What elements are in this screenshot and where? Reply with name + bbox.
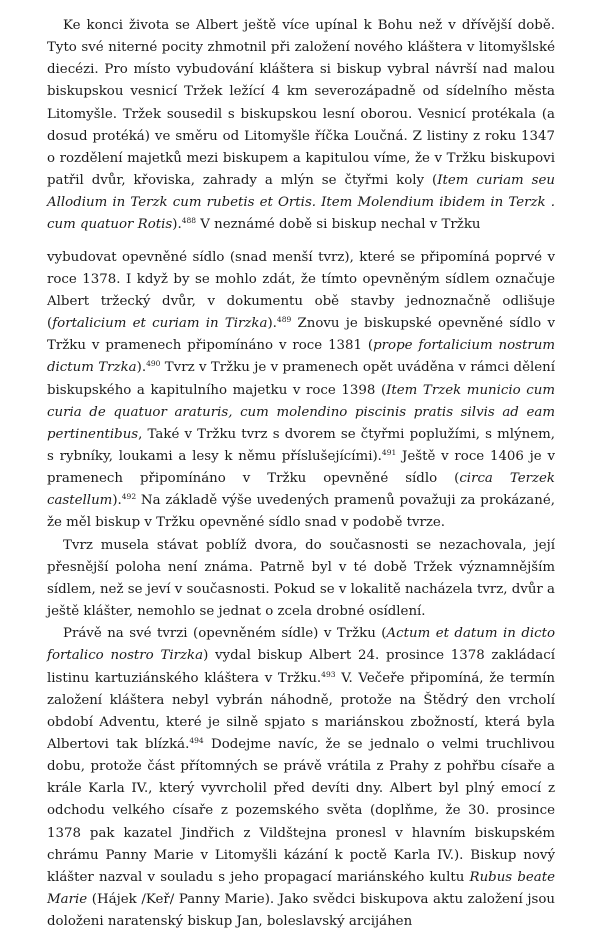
text-run: Ještě v roce 1406 je v pramenech připomínáno v Tržku opevněné sídlo (	[47, 448, 556, 487]
footnote-ref: 491	[381, 447, 397, 457]
latin-quote: circa Terzek castellum	[47, 471, 555, 509]
text-run: Tvrz v Tržku je v pramenech opět uváděna v rámci dělení biskupského a kapitulního majetku v roce 1398 (	[47, 360, 555, 398]
body-text	[47, 15, 555, 933]
footnote-ref: 492	[121, 492, 137, 502]
paragraph	[47, 535, 555, 624]
paragraph	[47, 623, 555, 933]
text-run: Dodejme navíc, že se jednalo o velmi truchlivou dobu, protože část přítomných se právě vrátila z Prahy z pohřbu císaře a krále Karla IV., který vyvrcholil před devíti dny. Albert byl plný emocí z odchodu velkého císaře z pozemského světa (doplňme, že 30. prosince 1378 pak kazatel Jindřich z Vildštejna pronesl v hlavním biskupském chrámu Panny Marie v Litomyšli kázání k poctě Karla IV.). Biskup nový klášter nazval v souladu s jeho propagací mariánského kultu	[47, 737, 555, 885]
latin-quote: fortalicium et curiam in Tirzka	[52, 316, 268, 332]
text-run: Tvrz musela stávat poblíž dvora, do současnosti se nezachovala, její přesnější poloha není známa. Patrně byl v té době Tržek významnějším sídlem, než se jeví v současnosti. Pokud se v lokalitě nacházela tvrz, dvůr a ještě klášter, nemohlo se jednat o zcela drobné osídlení.	[47, 537, 555, 620]
text-run: V. Večeře připomíná, že termín založení kláštera nebyl vybrán náhodně, protože na Štědrý den vrcholí období Adventu, které je silně spjato s mariánskou zbožností, která byla Albertovi tak blízká.	[47, 670, 556, 752]
text-run: vybudovat opevněné sídlo (snad menší tvrz), které se připomíná poprvé v roce 1378. I když by se mohlo zdát, že tímto opevněným sídlem označuje Albert tržecký dvůr, v dokumentu obě stavby jednoznačně odlišuje (	[47, 249, 555, 332]
text-run: Na základě výše uvedených pramenů považuji za prokázané, že měl biskup v Tržku opevněné sídlo snad v podobě tvrze.	[47, 493, 555, 531]
line-gap	[47, 237, 555, 247]
text-run: ).	[112, 493, 122, 509]
text-run: ) vydal biskup Albert 24. prosince 1378 zakládací listinu kartuziánského kláštera v Tržku.	[47, 648, 555, 686]
text-run: , Také v Tržku tvrz s dvorem se čtyřmi poplužími, s mlýnem, s rybníky, loukami a lesy k němu příslušejícími).	[47, 426, 555, 464]
text-run: Znovu je biskupské opevněné sídlo v Tržku v pramenech připomínáno v roce 1381 (	[47, 316, 555, 354]
latin-quote: Item Trzek municio cum curia de quatuor araturis, cum molendino piscinis pratis silvis ad eam pertinentibus	[47, 382, 556, 442]
footnote-ref: 490	[146, 359, 161, 369]
text-run: ).	[267, 316, 277, 332]
text-run: V neznámé době si biskup nechal v Tržku	[196, 217, 481, 233]
footnote-ref: 493	[321, 669, 336, 679]
latin-quote: Item curiam seu Allodium in Terzk cum rubetis et Ortis. Item Molendium ibidem in Terzk . cum quatuor Rotis	[47, 173, 555, 233]
paragraph	[47, 15, 555, 535]
text-run: Právě na své tvrzi (opevněném sídle) v Tržku (	[63, 626, 387, 642]
footnote-ref: 494	[189, 736, 204, 745]
footnote-ref: 488	[181, 216, 197, 226]
latin-quote: prope fortalicium nostrum dictum Trzka	[47, 338, 555, 376]
text-run: Ke konci života se Albert ještě více upínal k Bohu než v dřívější době. Tyto své niterné pocity zhmotnil při založení nového kláštera v litomyšlské diecézi. Pro místo vybudování kláštera si biskup vybral návrší nad malou biskupskou vesnicí Tržek ležící 4 km severozápadně od sídelního města Litomyšle. Tržek sousedil s biskupskou lesní oborou. Vesnicí protékala (a dosud protéká) ve směru od Litomyšle říčka Loučná. Z listiny z roku 1347 o rozdělení majetků mezi biskupem a kapitulou víme, že v Tržku biskupovi patřil dvůr, křoviska, zahrady a mlýn se čtyřmi koly (	[47, 18, 555, 189]
text-run: ).	[136, 360, 147, 376]
latin-quote: Actum et datum in dicto fortalico nostro Tirzka	[47, 626, 556, 664]
text-run: (Hájek /Keř/ Panny Marie). Jako svědci biskupova aktu založení jsou doloženi naratenský biskup Jan, boleslavský arcijáhen	[47, 892, 555, 930]
footnote-ref: 489	[276, 315, 292, 325]
latin-quote: Rubus beate Marie	[47, 869, 555, 908]
text-run: ).	[172, 217, 182, 233]
